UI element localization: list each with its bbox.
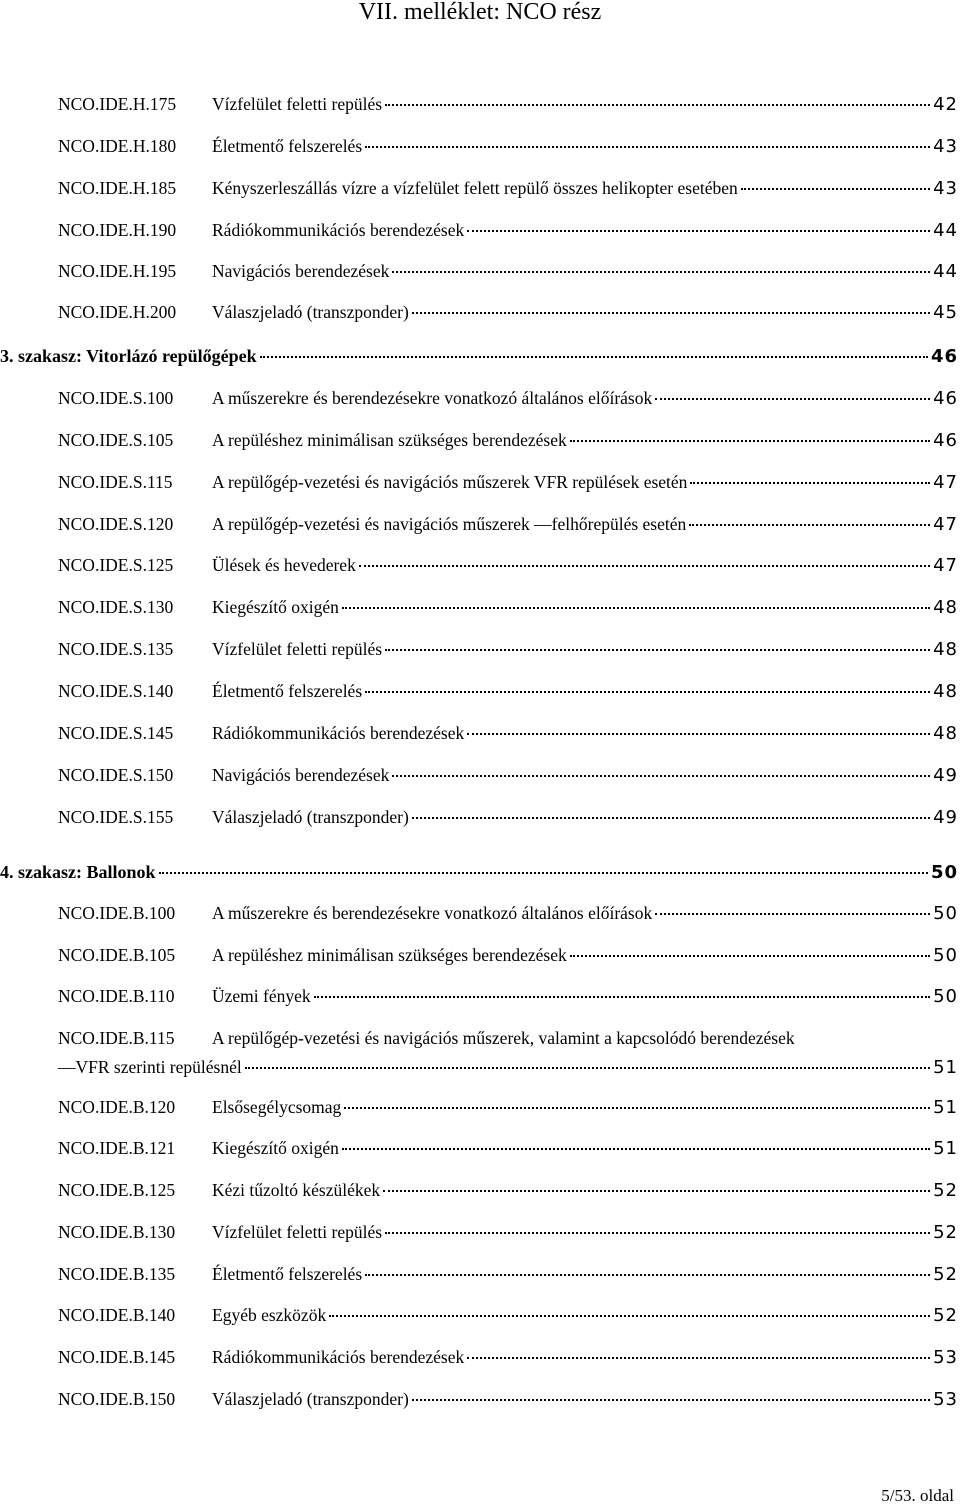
entry-page-number: 50: [933, 986, 958, 1007]
toc-entry[interactable]: [58, 388, 958, 418]
dot-leader: [689, 523, 930, 526]
entry-code: NCO.IDE.B.100: [58, 903, 176, 923]
entry-title: 3. szakasz: Vitorlázó repülőgépek: [0, 346, 257, 366]
dot-leader: [385, 103, 930, 106]
dot-leader: [655, 912, 930, 915]
toc-entry-continuation[interactable]: [58, 1057, 958, 1087]
toc-entry[interactable]: [58, 1347, 958, 1377]
entry-page-number: 51: [933, 1097, 958, 1118]
toc-section-entry[interactable]: [0, 346, 958, 376]
dot-leader: [467, 229, 930, 232]
entry-title: Válaszjeladó (transzponder): [212, 1389, 409, 1409]
dot-leader: [365, 145, 930, 148]
entry-code: NCO.IDE.S.120: [58, 514, 174, 534]
entry-page-number: 43: [933, 136, 958, 157]
dot-leader: [245, 1066, 930, 1069]
entry-code: NCO.IDE.B.125: [58, 1180, 176, 1200]
dot-leader: [412, 311, 930, 314]
entry-code: NCO.IDE.B.110: [58, 986, 175, 1006]
entry-page-number: 48: [933, 723, 958, 744]
entry-title: Életmentő felszerelés: [212, 1264, 363, 1284]
entry-code: NCO.IDE.S.145: [58, 723, 174, 743]
entry-page-number: 47: [933, 472, 958, 493]
toc-entry[interactable]: [58, 986, 958, 1016]
entry-page-number: 46: [930, 346, 958, 367]
dot-leader: [655, 397, 930, 400]
toc-entry[interactable]: [58, 1180, 958, 1210]
dot-leader: [365, 1273, 930, 1276]
entry-title: Életmentő felszerelés: [212, 681, 363, 701]
dot-leader: [570, 954, 930, 957]
entry-code: NCO.IDE.B.140: [58, 1305, 176, 1325]
entry-page-number: 49: [933, 765, 958, 786]
entry-title: Kézi tűzoltó készülékek: [212, 1180, 381, 1200]
dot-leader: [385, 1231, 930, 1234]
toc-entry[interactable]: [58, 555, 958, 585]
toc-entry[interactable]: [58, 136, 958, 166]
toc-entry[interactable]: [58, 945, 958, 975]
dot-leader: [260, 355, 928, 358]
dot-leader: [383, 1189, 930, 1192]
entry-code: NCO.IDE.S.100: [58, 388, 174, 408]
entry-title: Kiegészítő oxigén: [212, 1138, 339, 1158]
toc-entry[interactable]: [58, 1028, 958, 1058]
dot-leader: [741, 187, 930, 190]
entry-code: NCO.IDE.B.145: [58, 1347, 176, 1367]
dot-leader: [159, 871, 928, 874]
toc-entry[interactable]: [58, 1389, 958, 1419]
toc-entry[interactable]: [58, 472, 958, 502]
entry-page-number: 48: [933, 597, 958, 618]
toc-entry[interactable]: [58, 1138, 958, 1168]
entry-code: NCO.IDE.S.105: [58, 430, 174, 450]
entry-page-number: 44: [933, 220, 958, 241]
dot-leader: [570, 439, 930, 442]
entry-code: NCO.IDE.H.195: [58, 261, 177, 281]
entry-page-number: 52: [933, 1305, 958, 1326]
entry-page-number: 46: [933, 430, 958, 451]
entry-title: Kényszerleszállás vízre a vízfelület felett repülő összes helikopter esetében: [212, 178, 738, 198]
entry-page-number: 53: [933, 1347, 958, 1368]
entry-title: A repüléshez minimálisan szükséges berendezések: [212, 430, 567, 450]
entry-page-number: 46: [933, 388, 958, 409]
entry-code: NCO.IDE.H.200: [58, 302, 177, 322]
entry-page-number: 49: [933, 807, 958, 828]
entry-code: NCO.IDE.S.115: [58, 472, 173, 492]
dot-leader: [329, 1314, 930, 1317]
entry-code: NCO.IDE.B.135: [58, 1264, 176, 1284]
entry-title: Rádiókommunikációs berendezések: [212, 220, 465, 240]
dot-leader: [392, 774, 930, 777]
entry-code: NCO.IDE.S.150: [58, 765, 174, 785]
entry-code: NCO.IDE.S.130: [58, 597, 174, 617]
entry-title: Navigációs berendezések: [212, 765, 390, 785]
entry-title: Kiegészítő oxigén: [212, 597, 339, 617]
dot-leader: [385, 648, 930, 651]
entry-code: NCO.IDE.H.190: [58, 220, 177, 240]
entry-code: NCO.IDE.S.155: [58, 807, 174, 827]
entry-title: Rádiókommunikációs berendezések: [212, 1347, 465, 1367]
dot-leader: [344, 1106, 930, 1109]
entry-title: Válaszjeladó (transzponder): [212, 807, 409, 827]
entry-title: Vízfelület feletti repülés: [212, 94, 383, 114]
entry-code: NCO.IDE.S.135: [58, 639, 174, 659]
toc-entry[interactable]: [58, 94, 958, 124]
dot-leader: [342, 1147, 930, 1150]
toc-entry[interactable]: [58, 1097, 958, 1127]
entry-title: A repülőgép-vezetési és navigációs műszerek VFR repülések esetén: [212, 472, 688, 492]
page-header: [0, 0, 960, 24]
entry-code: NCO.IDE.B.130: [58, 1222, 176, 1242]
toc-entry[interactable]: [58, 903, 958, 933]
entry-page-number: 44: [933, 261, 958, 282]
toc-entry[interactable]: [58, 261, 958, 291]
toc-entry[interactable]: [58, 597, 958, 627]
entry-page-number: 43: [933, 178, 958, 199]
dot-leader: [392, 270, 930, 273]
entry-title: Életmentő felszerelés: [212, 136, 363, 156]
entry-title: A repülőgép-vezetési és navigációs műszerek —felhőrepülés esetén: [212, 514, 687, 534]
toc-entry[interactable]: [58, 765, 958, 795]
entry-code: NCO.IDE.B.120: [58, 1097, 176, 1117]
toc-entry[interactable]: [58, 514, 958, 544]
entry-page-number: 45: [933, 302, 958, 323]
entry-page-number: 48: [933, 639, 958, 660]
entry-code: NCO.IDE.H.180: [58, 136, 177, 156]
entry-page-number: 47: [933, 555, 958, 576]
dot-leader: [412, 1398, 930, 1401]
toc-entry[interactable]: [58, 639, 958, 669]
entry-page-number: 52: [933, 1264, 958, 1285]
entry-code: NCO.IDE.B.150: [58, 1389, 176, 1409]
dot-leader: [467, 732, 930, 735]
toc-entry[interactable]: [58, 220, 958, 250]
entry-page-number: 53: [933, 1389, 958, 1410]
entry-page-number: 48: [933, 681, 958, 702]
dot-leader: [690, 481, 930, 484]
entry-title: A repüléshez minimálisan szükséges berendezések: [212, 945, 567, 965]
dot-leader: [365, 690, 930, 693]
dot-leader: [467, 1356, 930, 1359]
toc-entry[interactable]: [58, 807, 958, 837]
toc-entry[interactable]: [58, 430, 958, 460]
dot-leader: [314, 995, 930, 998]
entry-code: NCO.IDE.H.185: [58, 178, 177, 198]
entry-code: NCO.IDE.B.115: [58, 1028, 175, 1048]
toc-entry[interactable]: [58, 723, 958, 753]
entry-title: Vízfelület feletti repülés: [212, 1222, 383, 1242]
toc-entry[interactable]: [58, 1305, 958, 1335]
entry-title: Üzemi fények: [212, 986, 311, 1006]
toc-entry[interactable]: [58, 681, 958, 711]
document-title: VII. melléklet: NCO rész: [358, 0, 602, 25]
entry-page-number: 51: [933, 1057, 958, 1078]
entry-title: Válaszjeladó (transzponder): [212, 302, 409, 322]
entry-title: Egyéb eszközök: [212, 1305, 327, 1325]
dot-leader: [412, 816, 930, 819]
entry-title: Vízfelület feletti repülés: [212, 639, 383, 659]
toc-entry[interactable]: [58, 1264, 958, 1294]
entry-title-continuation: —VFR szerinti repülésnél: [58, 1057, 242, 1077]
dot-leader: [342, 606, 930, 609]
entry-code: NCO.IDE.S.140: [58, 681, 174, 701]
entry-title: Navigációs berendezések: [212, 261, 390, 281]
entry-page-number: 50: [933, 945, 958, 966]
entry-title: A repülőgép-vezetési és navigációs műszerek, valamint a kapcsolódó berendezések: [212, 1028, 795, 1048]
toc-section-entry[interactable]: [0, 862, 958, 892]
entry-page-number: 51: [933, 1138, 958, 1159]
toc-entry[interactable]: [58, 1222, 958, 1252]
toc-entry[interactable]: [58, 178, 958, 208]
entry-page-number: 52: [933, 1222, 958, 1243]
entry-title: A műszerekre és berendezésekre vonatkozó általános előírások: [212, 388, 653, 408]
entry-page-number: 47: [933, 514, 958, 535]
entry-code: NCO.IDE.H.175: [58, 94, 177, 114]
entry-page-number: 50: [933, 903, 958, 924]
entry-title: Elsősegélycsomag: [212, 1097, 342, 1117]
entry-code: NCO.IDE.S.125: [58, 555, 174, 575]
dot-leader: [359, 564, 930, 567]
page-number: 5/53. oldal: [881, 1486, 954, 1505]
entry-title: Rádiókommunikációs berendezések: [212, 723, 465, 743]
entry-page-number: 52: [933, 1180, 958, 1201]
entry-title: A műszerekre és berendezésekre vonatkozó általános előírások: [212, 903, 653, 923]
entry-page-number: 42: [933, 94, 958, 115]
entry-title: 4. szakasz: Ballonok: [0, 862, 156, 882]
entry-code: NCO.IDE.B.105: [58, 945, 176, 965]
entry-code: NCO.IDE.B.121: [58, 1138, 176, 1158]
entry-page-number: 50: [930, 862, 958, 883]
entry-title: Ülések és hevederek: [212, 555, 356, 575]
toc-entry[interactable]: [58, 302, 958, 332]
